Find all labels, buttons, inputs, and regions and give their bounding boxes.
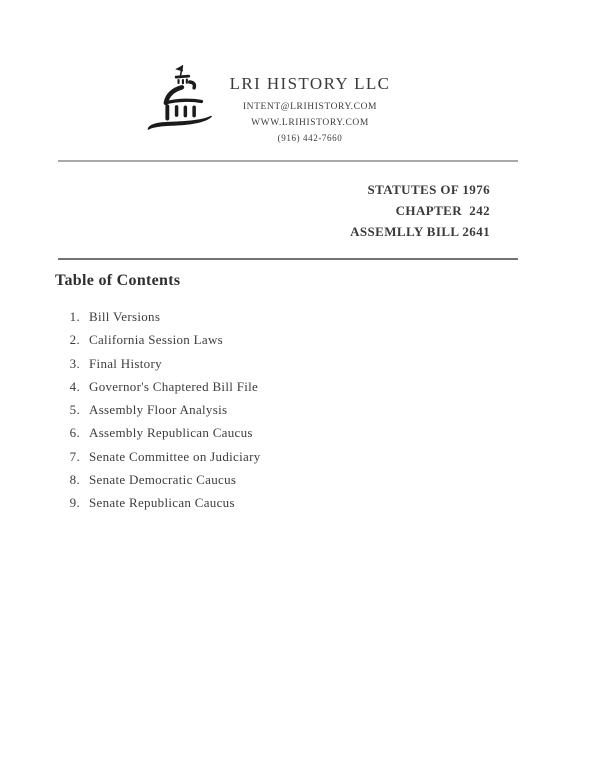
toc-item [66, 472, 261, 495]
toc-item-number: 1. [69, 309, 80, 324]
company-email: INTENT@LRIHISTORY.COM [242, 102, 378, 112]
toc-item [66, 356, 261, 379]
toc-item [66, 495, 261, 518]
toc-item-label: Senate Committee on Judiciary [89, 448, 261, 464]
toc-item-label: Senate Republican Caucus [89, 495, 235, 511]
toc-item-label: Assembly Republican Caucus [89, 425, 253, 441]
toc-item-number: 2. [69, 332, 80, 348]
company-phone: (916) 442-7660 [277, 133, 343, 143]
toc-item-number: 6. [69, 425, 80, 441]
toc-item [66, 309, 261, 332]
toc-item [66, 379, 261, 402]
toc-item [66, 402, 261, 425]
toc-item-label: Governor's Chaptered Bill File [89, 378, 259, 394]
divider-top [58, 160, 518, 162]
toc-item-number: 4. [69, 378, 80, 394]
toc-item-number: 5. [69, 402, 80, 418]
toc-heading: Table of Contents [55, 272, 181, 289]
company-name: LRI HISTORY LLC [229, 74, 391, 93]
toc-item [66, 425, 261, 448]
toc-item-label: California Session Laws [89, 332, 223, 348]
divider-bottom [58, 258, 518, 260]
toc-item-label: Senate Democratic Caucus [89, 472, 237, 488]
toc-item [66, 332, 261, 355]
company-website: WWW.LRIHISTORY.COM [251, 117, 369, 128]
reference-chapter: CHAPTER 242 [395, 203, 490, 218]
toc-item-number: 9. [69, 495, 80, 511]
toc-item-label: Final History [89, 355, 162, 371]
letterhead [200, 74, 420, 147]
toc-list [66, 309, 261, 519]
reference-bill: ASSEMLLY BILL 2641 [350, 224, 490, 239]
toc-item-label: Assembly Floor Analysis [89, 402, 228, 418]
reference-statutes: STATUTES OF 1976 [367, 182, 490, 197]
toc-item-label: Bill Versions [89, 309, 161, 324]
toc-item [66, 449, 261, 472]
document-reference [350, 179, 490, 242]
toc-item-number: 7. [69, 448, 80, 464]
toc-item-number: 8. [69, 472, 80, 488]
toc-item-number: 3. [69, 355, 80, 371]
